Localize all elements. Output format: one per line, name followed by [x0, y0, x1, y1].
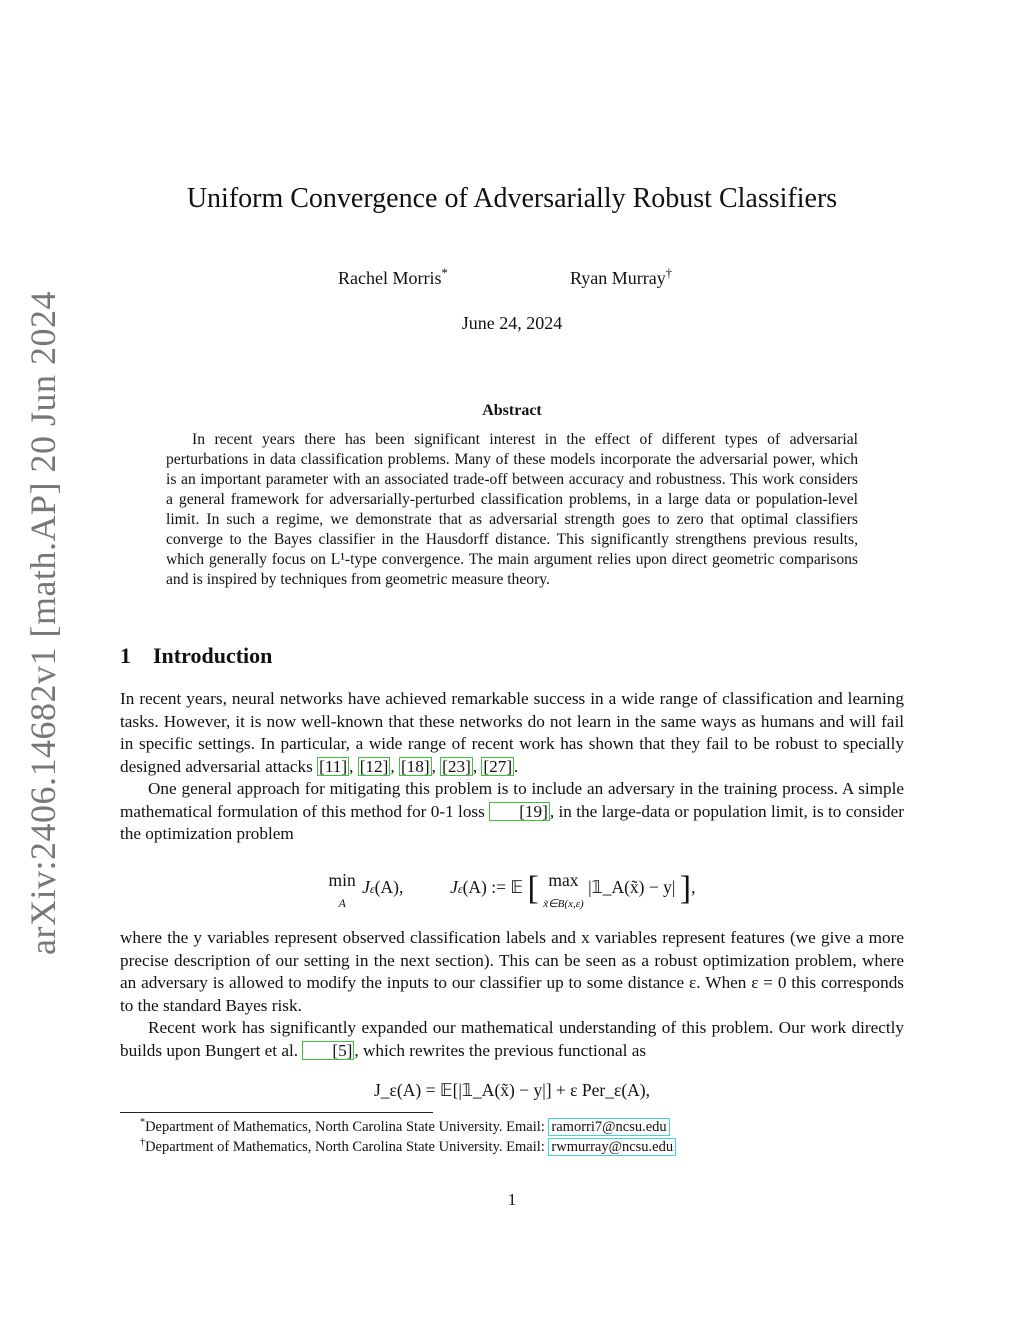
- intro-paragraph-3: where the y variables represent observed classification labels and x variables represent features (we give a more precise description of our setting in the next section). This can be seen as a robust optimization problem, where an adversary is allowed to modify the inputs to our classifier up to some distance ε. When ε = 0 this corresponds to the standard Bayes risk.: [120, 928, 904, 1015]
- intro-p2-text-a: One general approach for mitigating this problem is to include an adversary in the training process. A simple mathematical formulation of this method for 0-1 loss: [120, 779, 904, 821]
- citation-27[interactable]: [27]: [483, 756, 513, 776]
- footnote-1: [140, 1117, 670, 1136]
- footnote-2-text: Department of Mathematics, North Carolina State University. Email:: [145, 1138, 545, 1155]
- footnote-rule: [120, 1112, 433, 1113]
- eq-min: [329, 870, 356, 912]
- paper-date: June 24, 2024: [461, 313, 563, 333]
- abstract-text: In recent years there has been significant interest in the effect of different types of adversarial perturbations in data classification problems. Many of these models incorporate the adversarial power, which is an important parameter with an associated trade-off between accuracy and robustness. This work considers a general framework for adversarially-perturbed classification problems, in a large data or population-level limit. In such a regime, we demonstrate that as adversarial strength goes to zero that optimal classifiers converge to the Bayes classifier in the Hausdorff distance. This significantly strengthens previous results, which generally focus on L¹-type convergence. The main argument relies upon direct geometric comparisons and is inspired by techniques from geometric measure theory.: [166, 431, 858, 588]
- citation-18[interactable]: [18]: [400, 756, 430, 776]
- citation-12[interactable]: [12]: [359, 756, 389, 776]
- eq-lhs-arg: (A),: [374, 877, 404, 897]
- page-number: 1: [507, 1190, 517, 1209]
- eq-min-label: min: [328, 870, 356, 890]
- eq-body: |𝟙_A(x̃) − y|: [588, 877, 676, 897]
- arxiv-identifier: arXiv:2406.14682v1 [math.AP] 20 Jun 2024: [23, 291, 63, 955]
- author-2-mark: †: [665, 266, 673, 280]
- paper-title: Uniform Convergence of Adversarially Robust Classifiers: [186, 183, 838, 214]
- section-heading: [120, 643, 272, 669]
- section-number: 1: [120, 643, 131, 668]
- citation-19[interactable]: [19]: [489, 802, 550, 821]
- author-2-name: Ryan Murray: [570, 268, 666, 288]
- abstract-heading: Abstract: [482, 402, 542, 419]
- intro-paragraph-4: [120, 1017, 904, 1062]
- email-link-2[interactable]: rwmurray@ncsu.edu: [548, 1138, 676, 1156]
- footnote-1-mark: *: [140, 1117, 146, 1128]
- intro-p1-text: In recent years, neural networks have achieved remarkable success in a wide range of classification and learning tasks. However, it is now well-known that these networks do not learn in the same ways as humans and will fail in specific settings. In particular, a wide range of recent work has shown that they fail to be robust to specially designed adversarial attacks: [120, 689, 904, 776]
- author-1: [338, 266, 448, 289]
- eq-def: (A) := 𝔼: [462, 877, 524, 897]
- eq-max-sub: x̃∈B(x,ε): [543, 898, 584, 910]
- citation-23[interactable]: [23]: [442, 756, 471, 776]
- citation-11[interactable]: [11]: [319, 756, 348, 776]
- intro-paragraph-1: In recent years, neural networks have achieved remarkable success in a wide range of classification and learning tasks. However, it is now well-known that these networks do not learn in the same ways as humans and will fail in specific settings. In particular, a wide range of recent work has shown that they fail to be robust to specially designed adversarial attacks [11] , [12] , [18] , [23] , [27] .: [120, 689, 904, 776]
- citation-5[interactable]: [5]: [302, 1041, 354, 1060]
- eq-min-sub: A: [338, 896, 346, 910]
- eq-max: [543, 870, 583, 912]
- eq-max-label: max: [548, 870, 579, 890]
- intro-paragraph-2: [120, 778, 904, 846]
- author-1-name: Rachel Morris: [338, 268, 442, 288]
- author-1-mark: *: [441, 266, 448, 280]
- author-2: [570, 266, 672, 289]
- footnote-1-text: Department of Mathematics, North Carolina State University. Email:: [145, 1118, 545, 1135]
- footnote-2: [140, 1137, 676, 1156]
- footnote-2-mark: †: [140, 1137, 146, 1148]
- eq-trail: ,: [691, 877, 696, 897]
- section-title: Introduction: [153, 643, 273, 668]
- eq-lhs-j: J: [362, 877, 370, 897]
- intro-p4-text-a: Recent work has significantly expanded our mathematical understanding of this problem. Our work directly builds upon Bungert et al.: [120, 1018, 904, 1060]
- intro-p4-text-b: , which rewrites the previous functional as: [354, 1040, 647, 1060]
- equation-optimization: min A Jε(A), Jε(A) := 𝔼 [ max x̃∈B(x,ε) |𝟙_A(x̃) − y| ],: [328, 870, 696, 910]
- equation-perimeter: J_ε(A) = 𝔼[|𝟙_A(x̃) − y|] + ε Per_ε(A),: [374, 1080, 650, 1100]
- email-link-1[interactable]: ramorri7@ncsu.edu: [548, 1118, 669, 1136]
- intro-p2-text-b: , in the large-data or population limit, is to consider the optimization problem: [120, 801, 905, 844]
